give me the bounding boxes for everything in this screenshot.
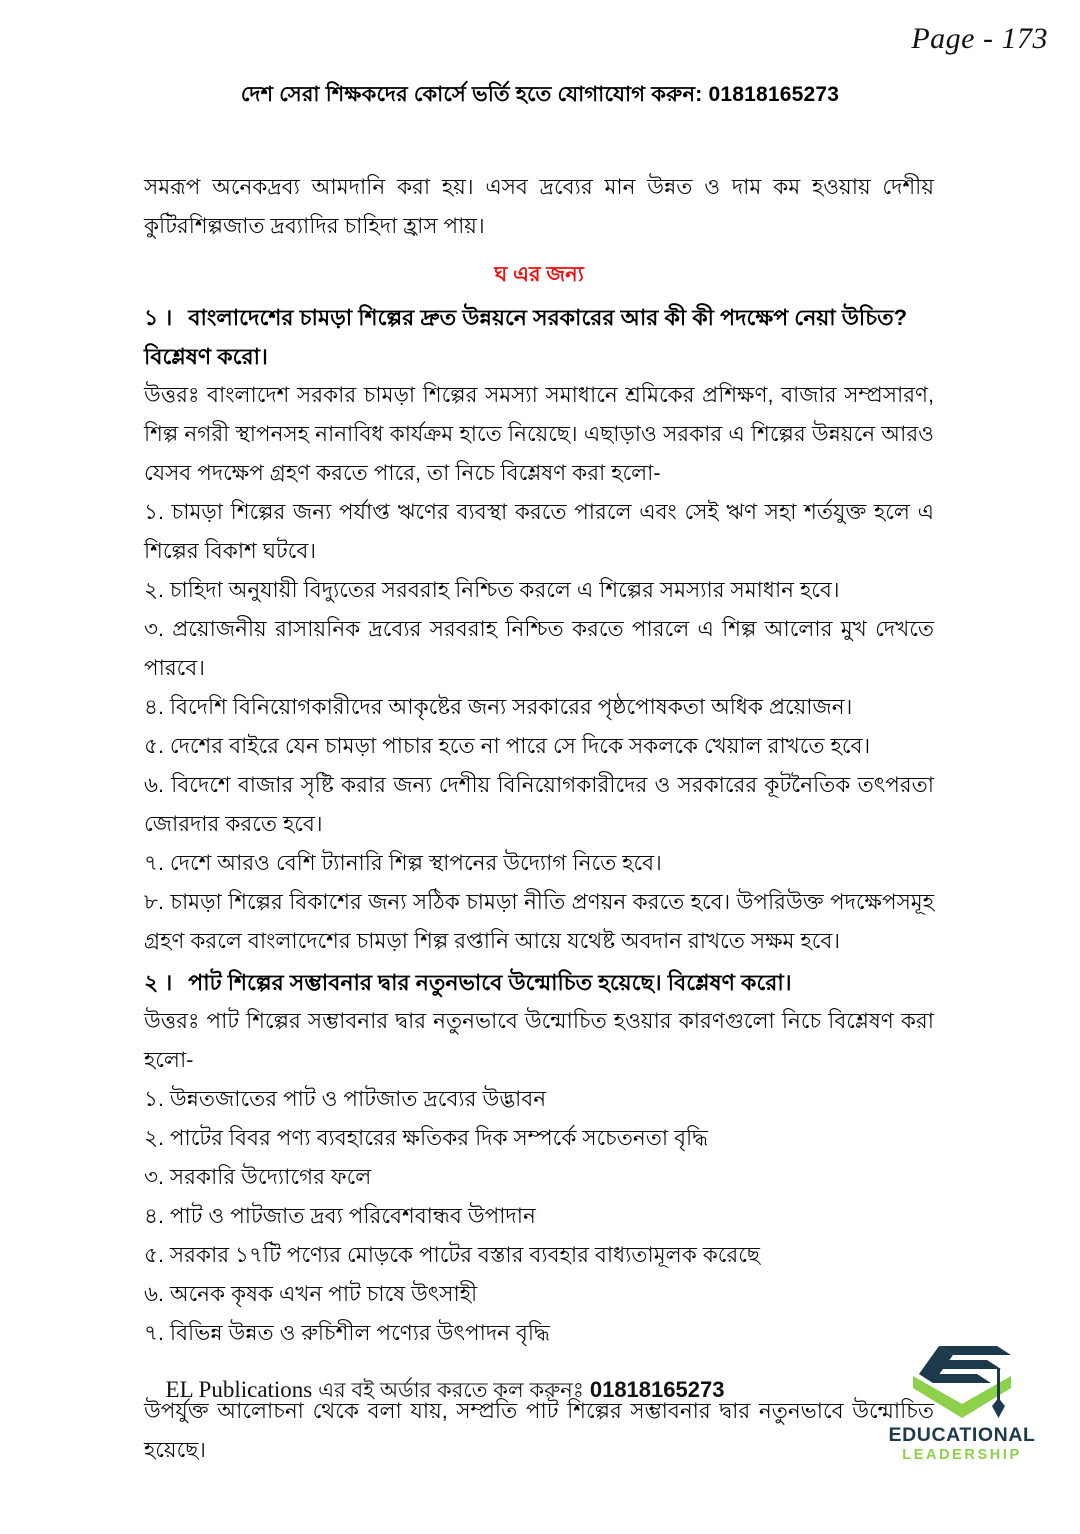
list-item: ৪. পাট ও পাটজাত দ্রব্য পরিবেশবান্ধব উপাদান	[144, 1204, 536, 1228]
question-number: ১ ।	[144, 305, 173, 330]
section-title: ঘ এর জন্য	[494, 263, 584, 286]
list-item: ২. চাহিদা অনুযায়ী বিদ্যুতের সরবরাহ নিশ্চিত করলে এ শিল্পের সমস্যার সমাধান হবে।	[144, 578, 840, 602]
question-number: ২ ।	[144, 970, 173, 995]
answer-item-list	[144, 493, 934, 961]
list-item: ৬. বিদেশে বাজার সৃষ্টি করার জন্য দেশীয় বিনিয়োগকারীদের ও সরকারের কূটনৈতিক তৎপরতা জোরদার করতে হবে।	[144, 773, 934, 836]
list-item: ৩. সরকারি উদ্যোগের ফলে	[144, 1165, 372, 1189]
list-item: ৭. দেশে আরও বেশি ট্যানারি শিল্প স্থাপনের উদ্যোগ নিতে হবে।	[144, 851, 662, 875]
question-text: বাংলাদেশের চামড়া শিল্পের দ্রুত উন্নয়নে সরকারের আর কী কী পদক্ষেপ নেয়া উচিত? বিশ্লেষণ করো।	[144, 305, 908, 369]
question-text: পাট শিল্পের সম্ভাবনার দ্বার নতুনভাবে উন্মোচিত হয়েছে। বিশ্লেষণ করো।	[188, 970, 792, 995]
list-item: ২. পাটের বিবর পণ্য ব্যবহারের ক্ষতিকর দিক সম্পর্কে সচেতনতা বৃদ্ধি	[144, 1126, 708, 1150]
promo-header: দেশ সেরা শিক্ষকদের কোর্সে ভর্তি হতে যোগাযোগ করুন: 01818165273	[240, 83, 840, 106]
list-item: ৫. দেশের বাইরে যেন চামড়া পাচার হতে না পারে সে দিকে সকলকে খেয়াল রাখতে হবে।	[144, 734, 871, 758]
question-heading	[144, 963, 934, 1002]
list-item: ১. চামড়া শিল্পের জন্য পর্যাপ্ত ঋণের ব্যবস্থা করতে পারলে এবং সেই ঋণ সহা শর্তযুক্ত হলে এ শিল্পের বিকাশ ঘটবে।	[144, 500, 934, 563]
answer-intro: উত্তরঃ পাট শিল্পের সম্ভাবনার দ্বার নতুনভাবে উন্মোচিত হওয়ার কারণগুলো নিচে বিশ্লেষণ করা হলো-	[144, 1009, 934, 1072]
list-item: ৬. অনেক কৃষক এখন পাট চাষে উৎসাহী	[144, 1282, 478, 1306]
list-item: ১. উন্নতজাতের পাট ও পাটজাত দ্রব্যের উদ্ভাবন	[144, 1087, 547, 1111]
page-footer	[0, 1336, 1080, 1486]
intro-paragraph: সমরূপ অনেকদ্রব্য আমদানি করা হয়। এসব দ্রব্যের মান উন্নত ও দাম কম হওয়ায় দেশীয় কুটিরশিল্পজাত দ্রব্যাদির চাহিদা হ্রাস পায়।	[144, 175, 934, 238]
document-body	[144, 168, 934, 1470]
list-item: ৩. প্রয়োজনীয় রাসায়নিক দ্রব্যের সরবরাহ নিশ্চিত করতে পারলে এ শিল্প আলোর মুখ দেখতে পারবে।	[144, 617, 934, 680]
list-item: ৮. চামড়া শিল্পের বিকাশের জন্য সঠিক চামড়া নীতি প্রণয়ন করতে হবে। উপরিউক্ত পদক্ষেপসমূহ গ্রহণ করলে বাংলাদেশের চামড়া শিল্প রপ্তানি আয়ে যথেষ্ট অবদান রাখতে সক্ষম হবে।	[144, 890, 934, 953]
answer-item-list	[144, 1080, 934, 1353]
answer-block	[144, 376, 934, 961]
question-heading	[144, 298, 934, 376]
list-item: ৭. বিভিন্ন উন্নত ও রুচিশীল পণ্যের উৎপাদন বৃদ্ধি	[144, 1321, 550, 1345]
logo-subtitle: LEADERSHIP	[902, 1447, 1022, 1463]
page-number: Page - 173	[911, 22, 1048, 55]
footer-order-line	[0, 1374, 890, 1409]
list-item: ৫. সরকার ১৭টি পণ্যের মোড়কে পাটের বস্তার ব্যবহার বাধ্যতামূলক করেছে	[144, 1243, 760, 1267]
graduation-cap-logo-icon	[893, 1336, 1031, 1422]
logo-name: EDUCATIONAL	[888, 1424, 1036, 1446]
footer-phone-number: 01818165273	[589, 1377, 725, 1402]
answer-intro: উত্তরঃ বাংলাদেশ সরকার চামড়া শিল্পের সমস্যা সমাধানে শ্রমিকের প্রশিক্ষণ, বাজার সম্প্রসারণ, শিল্প নগরী স্থাপনসহ নানাবিধ কার্যক্রম হাতে নিয়েছে। এছাড়াও সরকার এ শিল্পের উন্নয়নে আরও যেসব পদক্ষেপ গ্রহণ করতে পারে, তা নিচে বিশ্লেষণ করা হলো-	[144, 383, 934, 485]
list-item: ৪. বিদেশি বিনিয়োগকারীদের আকৃষ্টের জন্য সরকারের পৃষ্ঠপোষকতা অধিক প্রয়োজন।	[144, 695, 853, 719]
educational-leadership-logo	[872, 1336, 1052, 1476]
closing-paragraph: উপর্যুক্ত আলোচনা থেকে বলা যায়, সম্প্রতি পাট শিল্পের সম্ভাবনার দ্বার নতুনভাবে উন্মোচিত হয়েছে।	[144, 1399, 934, 1462]
publisher-name: EL Publications	[165, 1377, 313, 1402]
footer-middle-text: এর বই অর্ডার করতে কল করুনঃ	[312, 1379, 590, 1402]
